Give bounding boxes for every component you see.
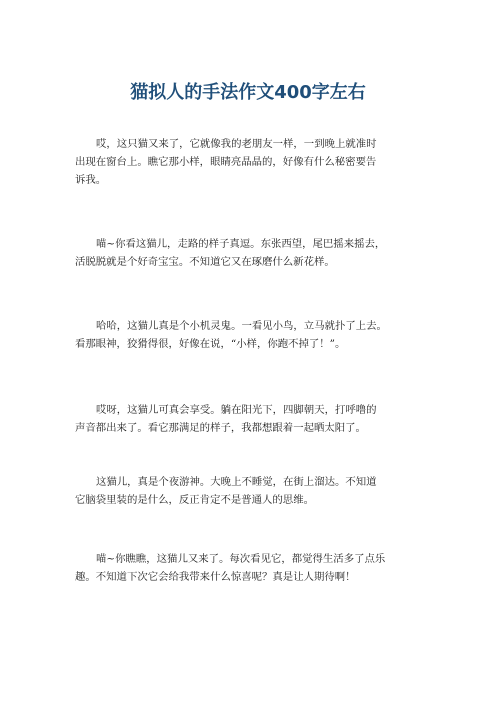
paragraph-line: 喵~你看这猫儿，走路的样子真逗。东张西望，尾巴摇来摇去， (96, 238, 386, 250)
paragraph-line: 看那眼神，狡猾得很，好像在说，“小样，你跑不掉了！”。 (75, 338, 346, 350)
paragraph-line: 趣。不知道下次它会给我带来什么惊喜呢？真是让人期待啊！ (75, 571, 356, 583)
paragraph-line: 喵~你瞧瞧，这猫儿又来了。每次看见它，都觉得生活多了点乐 (96, 553, 386, 565)
document-title: 猫拟人的手法作文400字左右 (130, 82, 366, 103)
paragraph-line: 哎，这只猫又来了，它就像我的老朋友一样，一到晚上就准时 (96, 138, 377, 150)
paragraph-3 (75, 317, 435, 353)
paragraph-line: 声音都出来了。看它那满足的样子，我都想跟着一起晒太阳了。 (75, 422, 366, 434)
paragraph-2 (75, 235, 435, 271)
paragraph-line: 哎呀，这猫儿可真会享受。躺在阳光下，四脚朝天，打呼噜的 (96, 404, 377, 416)
paragraph-line: 活脱脱就是个好奇宝宝。不知道它又在琢磨什么新花样。 (75, 256, 335, 268)
paragraph-line: 出现在窗台上。瞧它那小样，眼睛亮晶晶的，好像有什么秘密要告 (75, 156, 377, 168)
paragraph-line: 诉我。 (75, 174, 107, 186)
paragraph-line: 它脑袋里装的是什么，反正肯定不是普通人的思维。 (75, 494, 314, 506)
paragraph-6 (75, 550, 435, 586)
paragraph-line: 哈哈，这猫儿真是个小机灵鬼。一看见小鸟，立马就扑了上去。 (96, 320, 387, 332)
paragraph-4 (75, 401, 435, 437)
paragraph-1 (75, 135, 435, 189)
paragraph-5 (75, 473, 435, 509)
paragraph-line: 这猫儿，真是个夜游神。大晚上不睡觉，在街上溜达。不知道 (96, 476, 377, 488)
